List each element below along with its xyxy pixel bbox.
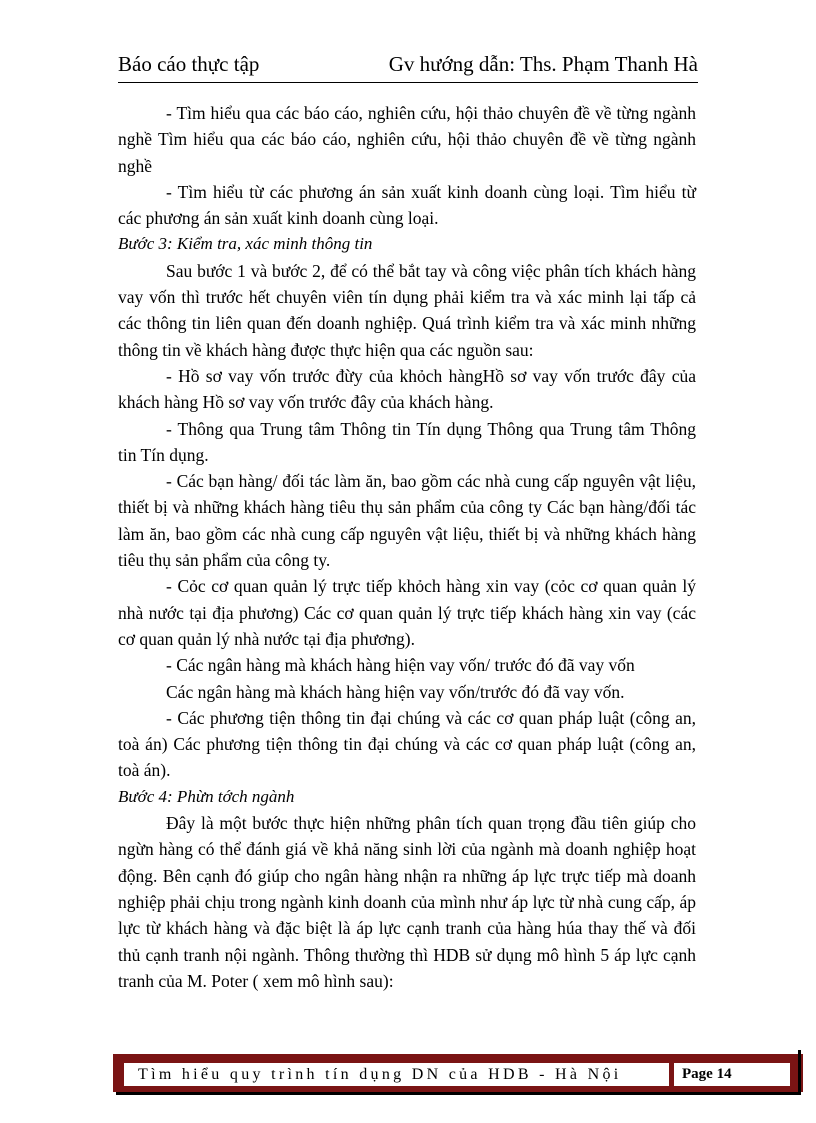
header-left-title: Báo cáo thực tập xyxy=(118,52,260,76)
footer-title: Tìm hiểu quy trình tín dụng DN của HDB - Hà Nội xyxy=(138,1066,622,1083)
paragraph: - Các bạn hàng/ đối tác làm ăn, bao gồm các nhà cung cấp nguyên vật liệu, thiết bị và những khách hàng tiêu thụ sản phẩm của công ty Các bạn hàng/đối tác làm ăn, bao gồm các nhà cung cấp nguyên vật liệu, thiết bị và những khách hàng tiêu thụ sản phẩm của công ty. xyxy=(118,471,696,571)
paragraph: - Thông qua Trung tâm Thông tin Tín dụng Thông qua Trung tâm Thông tin Tín dụng. xyxy=(118,418,696,465)
paragraph: - Các ngân hàng mà khách hàng hiện vay vốn/ trước đó đã vay vốn xyxy=(166,655,635,676)
paragraph: - Tìm hiểu qua các báo cáo, nghiên cứu, hội thảo chuyên đề về từng ngành nghề Tìm hiểu qua các báo cáo, nghiên cứu, hội thảo chuyên đề về từng ngành nghề xyxy=(118,103,696,176)
paragraph: - Hồ sơ vay vốn trước đừy của khỏch hàngHồ sơ vay vốn trước đây của khách hàng Hồ sơ vay vốn trước đây của khách hàng. xyxy=(118,365,696,413)
footer-page-box xyxy=(674,1063,790,1086)
paragraph: - Tìm hiểu từ các phương án sản xuất kinh doanh cùng loại. Tìm hiểu từ các phương án sản xuất kinh doanh cùng loại. xyxy=(118,181,696,229)
page-number: Page 14 xyxy=(682,1066,732,1082)
footer-shadow-bottom xyxy=(116,1092,801,1095)
footer-title-box xyxy=(124,1063,669,1086)
section-heading: Bước 3: Kiểm tra, xác minh thông tin xyxy=(118,234,373,254)
paragraph: Sau bước 1 và bước 2, để có thể bắt tay và công việc phân tích khách hàng vay vốn thì trước hết chuyên viên tín dụng phải kiểm tra và xác minh lại tấp cả các thông tin liên quan đến doanh nghiệp. Quá trình kiểm tra và xác minh những thông tin về khách hàng được thực hiện qua các nguồn sau: xyxy=(118,260,696,360)
header-right-advisor: Gv hướng dẫn: Ths. Phạm Thanh Hà xyxy=(388,52,698,76)
page-footer xyxy=(113,1054,803,1092)
paragraph: - Các phương tiện thông tin đại chúng và các cơ quan pháp luật (công an, toà án) Các phương tiện thông tin đại chúng và các cơ quan pháp luật (công an, toà án). xyxy=(118,707,696,781)
section-heading: Bước 4: Phừn tớch ngành xyxy=(118,786,295,806)
page-header xyxy=(118,52,698,83)
paragraph: - Cỏc cơ quan quản lý trực tiếp khỏch hàng xin vay (cỏc cơ quan quản lý nhà nước tại địa phương) Các cơ quan quản lý trực tiếp khách hàng xin vay (các cơ quan quản lý nhà nước tại địa phương). xyxy=(118,576,696,649)
footer-shadow-right xyxy=(798,1050,801,1094)
paragraph: Các ngân hàng mà khách hàng hiện vay vốn/trước đó đã vay vốn. xyxy=(166,681,625,702)
paragraph: Đây là một bước thực hiện những phân tích quan trọng đầu tiên giúp cho ngừn hàng có thể đánh giá về khả năng sinh lời của ngành mà doanh nghiệp hoạt động. Bên cạnh đó giúp cho ngân hàng nhận ra những áp lực trực tiếp mà doanh nghiệp phải chịu trong ngành kinh doanh của mình như áp lực từ nhà cung cấp, áp lực từ khách hàng và đặc biệt là áp lực cạnh tranh của hàng húa thay thế và đối thủ cạnh tranh nội ngành. Thông thường thì HDB sử dụng mô hình 5 áp lực cạnh tranh của M. Poter ( xem mô hình sau): xyxy=(118,813,696,991)
document-body xyxy=(118,100,696,994)
